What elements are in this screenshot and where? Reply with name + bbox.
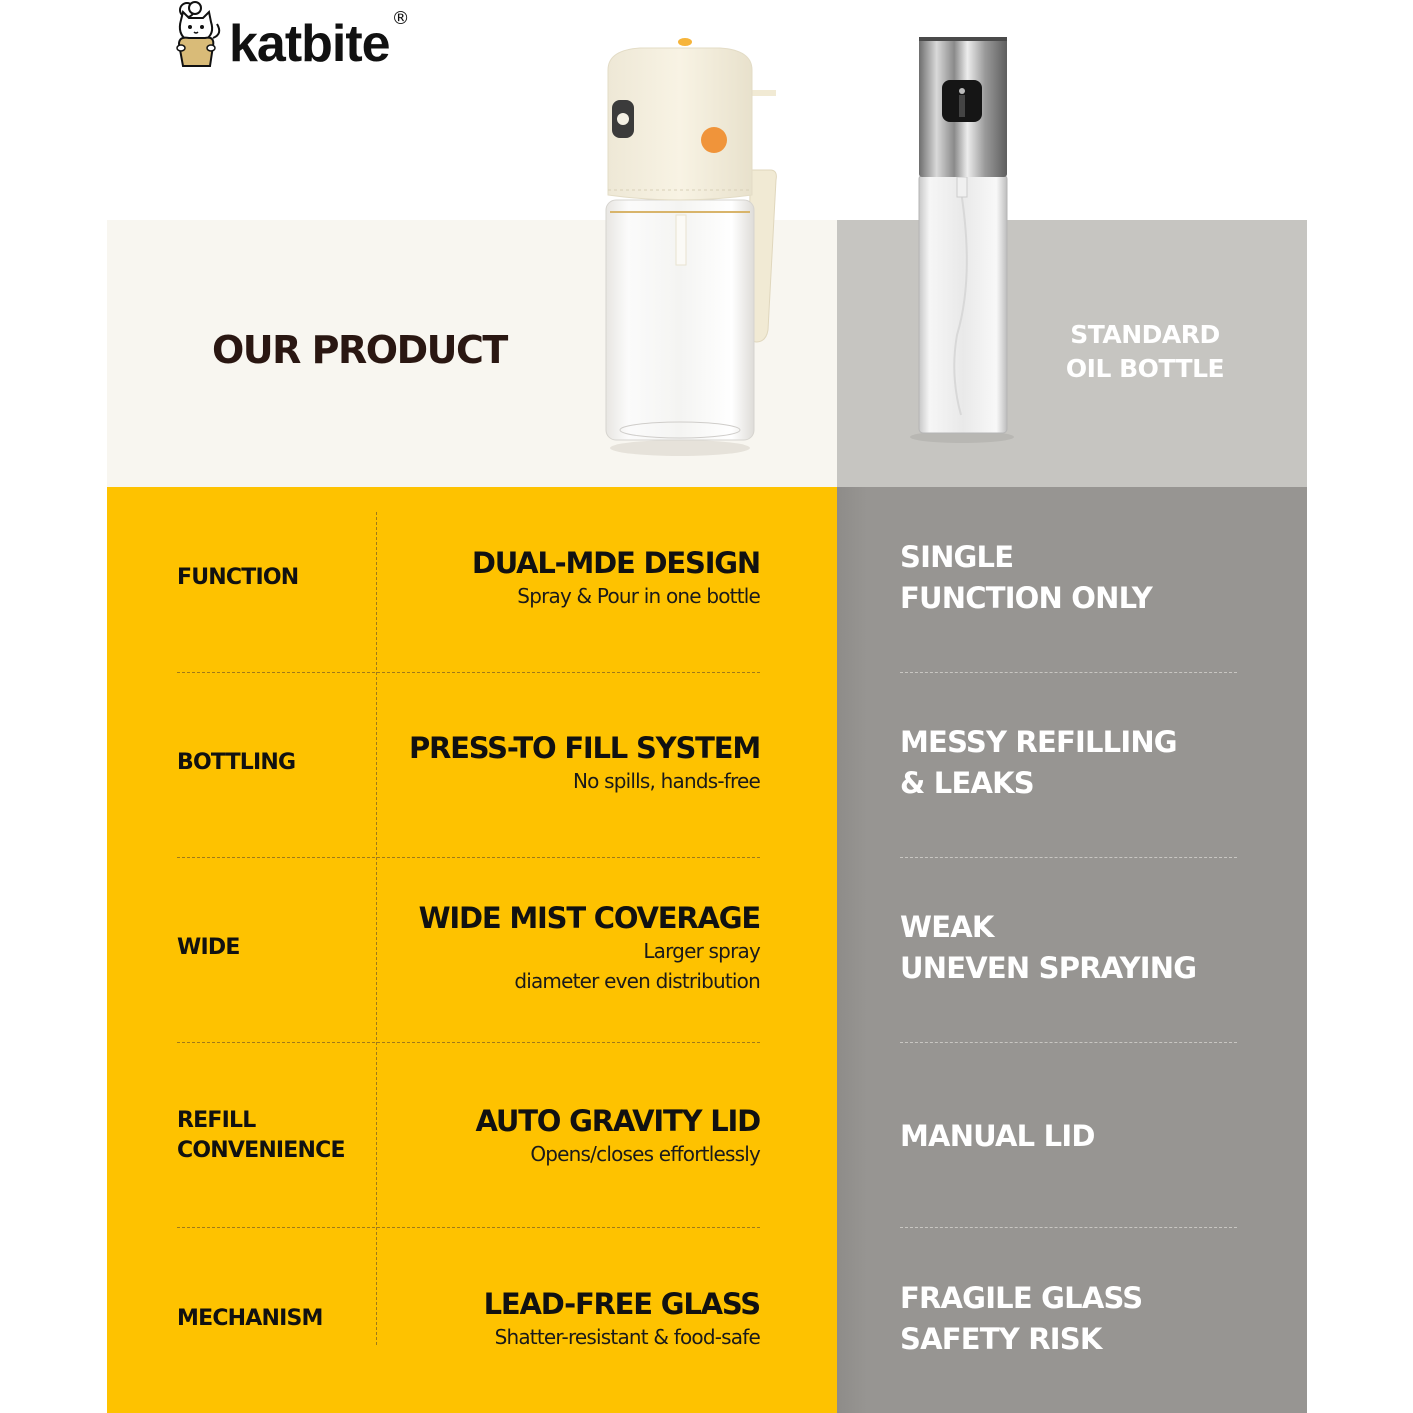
feature-sub: diameter even distribution bbox=[514, 969, 760, 993]
row-label-line: REFILL bbox=[177, 1108, 256, 1133]
competitor-line: WEAK bbox=[900, 910, 994, 944]
feature-lead-free-glass bbox=[380, 1286, 760, 1352]
feature-title: AUTO GRAVITY LID bbox=[475, 1104, 760, 1138]
row-divider bbox=[177, 857, 760, 858]
competitor-line: FUNCTION ONLY bbox=[900, 581, 1152, 615]
row-divider bbox=[177, 1042, 760, 1043]
feature-dual-mode bbox=[380, 545, 760, 611]
competitor-mechanism bbox=[900, 1278, 1280, 1360]
competitor-line: MANUAL LID bbox=[900, 1119, 1095, 1153]
feature-title: WIDE MIST COVERAGE bbox=[418, 901, 760, 935]
brand-name: katbite bbox=[229, 15, 390, 73]
row-divider bbox=[900, 857, 1237, 858]
registered-mark: ® bbox=[391, 8, 410, 29]
competitor-wide bbox=[900, 907, 1280, 989]
competitor-line: SAFETY RISK bbox=[900, 1322, 1102, 1356]
brand-logo bbox=[175, 0, 410, 75]
feature-title: PRESS-TO FILL SYSTEM bbox=[408, 731, 760, 765]
cat-chef-holding-bread-icon bbox=[175, 0, 225, 70]
competitor-refill bbox=[900, 1116, 1280, 1157]
row-label-function: FUNCTION bbox=[177, 565, 299, 590]
feature-wide-mist bbox=[380, 900, 760, 996]
feature-auto-gravity-lid bbox=[380, 1103, 760, 1169]
row-divider bbox=[177, 1227, 760, 1228]
feature-sub: Spray & Pour in one bottle bbox=[517, 584, 760, 608]
feature-sub: No spills, hands-free bbox=[572, 769, 760, 793]
row-label-bottling: BOTTLING bbox=[177, 750, 296, 775]
competitor-line: FRAGILE GLASS bbox=[900, 1281, 1143, 1315]
feature-title: LEAD-FREE GLASS bbox=[483, 1287, 760, 1321]
row-divider bbox=[900, 672, 1237, 673]
row-label-wide: WIDE bbox=[177, 935, 240, 960]
competitor-line: & LEAKS bbox=[900, 766, 1034, 800]
row-label-mechanism: MECHANISM bbox=[177, 1306, 323, 1331]
competitor-title-line2: OIL BOTTLE bbox=[1065, 354, 1225, 383]
standard-bottle-image bbox=[905, 35, 1020, 445]
competitor-line: SINGLE bbox=[900, 540, 1014, 574]
row-divider bbox=[900, 1042, 1237, 1043]
our-product-title: OUR PRODUCT bbox=[212, 328, 507, 372]
competitor-title-line1: STANDARD bbox=[1070, 320, 1220, 349]
competitor-line: UNEVEN SPRAYING bbox=[900, 951, 1197, 985]
competitor-function bbox=[900, 537, 1280, 619]
competitor-title bbox=[1000, 318, 1290, 386]
row-label-line: CONVENIENCE bbox=[177, 1138, 345, 1163]
competitor-bottling bbox=[900, 722, 1280, 804]
column-divider bbox=[376, 512, 377, 1345]
feature-sub: Shatter-resistant & food-safe bbox=[494, 1325, 760, 1349]
feature-sub: Opens/closes effortlessly bbox=[530, 1142, 760, 1166]
row-divider bbox=[900, 1227, 1237, 1228]
competitor-line: MESSY REFILLING bbox=[900, 725, 1177, 759]
row-label-refill-convenience bbox=[177, 1106, 345, 1166]
feature-sub: Larger spray bbox=[643, 939, 760, 963]
feature-press-to-fill bbox=[380, 730, 760, 796]
row-divider bbox=[177, 672, 760, 673]
feature-title: DUAL-MDE DESIGN bbox=[471, 546, 760, 580]
our-bottle-image bbox=[600, 30, 780, 460]
